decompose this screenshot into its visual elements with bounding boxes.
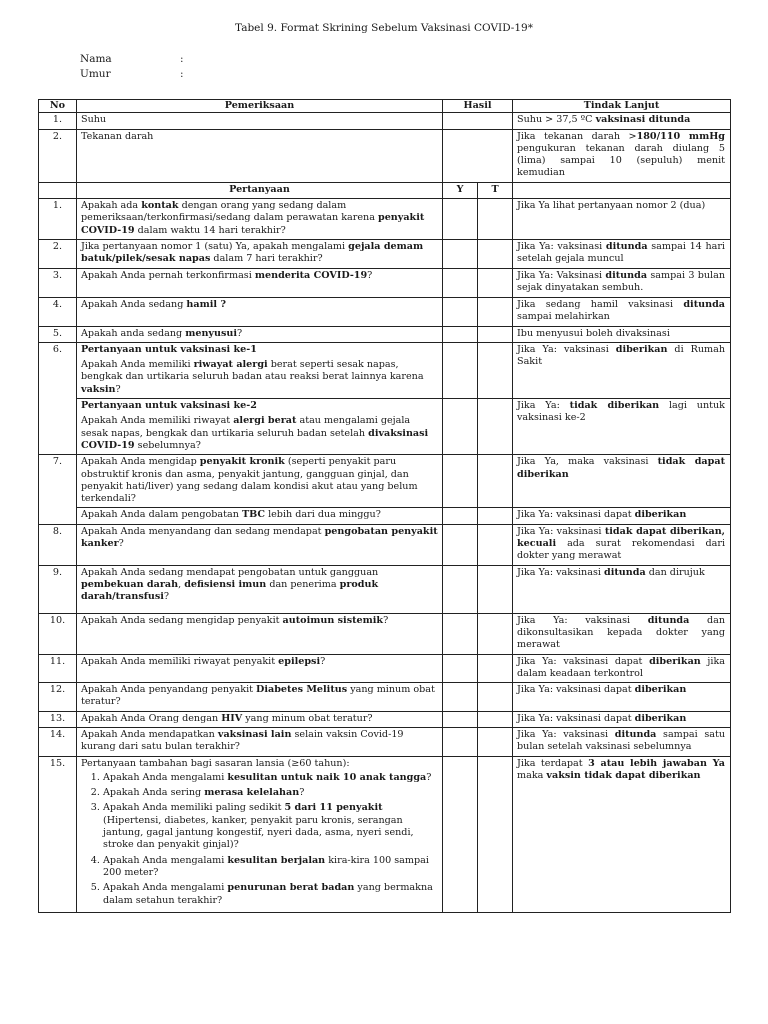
question-row — [39, 654, 731, 683]
header-tindak-lanjut: Tindak Lanjut — [513, 100, 731, 113]
list-item: 2. Apakah Anda sering merasa kelelahan? — [103, 787, 438, 799]
row-number: 2. — [39, 239, 77, 268]
answer-no-box[interactable] — [478, 654, 513, 683]
table-row — [39, 129, 731, 182]
answer-yes-box[interactable] — [443, 613, 478, 654]
question-text: Apakah Anda dalam pengobatan TBC lebih dari dua minggu? — [77, 508, 443, 524]
action-cell: Jika Ya: vaksinasi ditunda sampai 14 hari setelah gejala muncul — [513, 239, 731, 268]
question-text: Apakah Anda mengidap penyakit kronik (seperti penyakit paru obstruktif kronis dan asma, penyakit jantung, gangguan ginjal, dan penyakit hati/liver) yang sedang dalam kondisi akut atau yang belum terkendali? — [77, 455, 443, 508]
question-text: Apakah anda sedang menyusui? — [77, 326, 443, 342]
action-cell: Jika Ya: vaksinasi ditunda dan dikonsultasikan kepada dokter yang merawat — [513, 613, 731, 654]
answer-no-box[interactable] — [478, 756, 513, 912]
row-number: 2. — [39, 129, 77, 182]
question-text: Apakah Anda pernah terkonfirmasi menderita COVID-19? — [77, 268, 443, 297]
row-number: 4. — [39, 297, 77, 326]
question-row — [39, 565, 731, 613]
subheader-t: T — [478, 182, 513, 198]
row-number: 9. — [39, 565, 77, 613]
answer-yes-box[interactable] — [443, 268, 478, 297]
question-text: Apakah Anda penyandang penyakit Diabetes Melitus yang minum obat teratur? — [77, 683, 443, 712]
question-text: Pertanyaan untuk vaksinasi ke-2 Apakah Anda memiliki riwayat alergi berat atau mengalami gejala sesak napas, bengkak dan urtikaria seluruh badan setelah divaksinasi COVID-19 sebelumnya? — [77, 399, 443, 455]
field-nama-colon: : — [180, 53, 184, 65]
answer-yes-box[interactable] — [443, 342, 478, 398]
question-text: Apakah Anda menyandang dan sedang mendapat pengobatan penyakit kanker? — [77, 524, 443, 565]
answer-yes-box[interactable] — [443, 508, 478, 524]
row-number: 15. — [39, 756, 77, 912]
row-number-empty — [39, 399, 77, 455]
elderly-intro: Pertanyaan tambahan bagi sasaran lansia (≥60 tahun): — [81, 757, 350, 769]
question-row — [39, 399, 731, 455]
action-cell: Jika terdapat 3 atau lebih jawaban Ya maka vaksin tidak dapat diberikan — [513, 756, 731, 912]
elderly-question-list — [81, 772, 438, 907]
action-cell: Jika tekanan darah >180/110 mmHg pengukuran tekanan darah diulang 5 (lima) sampai 10 (sepuluh) menit kemudian — [513, 129, 731, 182]
subheader-no-empty — [39, 182, 77, 198]
table-row — [39, 113, 731, 129]
action-cell: Jika Ya: vaksinasi tidak dapat diberikan, kecuali ada surat rekomendasi dari dokter yang merawat — [513, 524, 731, 565]
answer-yes-box[interactable] — [443, 524, 478, 565]
question-row — [39, 683, 731, 712]
exam-cell: Tekanan darah — [77, 129, 443, 182]
answer-yes-box[interactable] — [443, 239, 478, 268]
action-cell: Jika Ya: vaksinasi dapat diberikan jika dalam keadaan terkontrol — [513, 654, 731, 683]
answer-yes-box[interactable] — [443, 199, 478, 240]
question-text: Jika pertanyaan nomor 1 (satu) Ya, apakah mengalami gejala demam batuk/pilek/sesak napas dalam 7 hari terakhir? — [77, 239, 443, 268]
action-cell: Jika Ya: vaksinasi ditunda dan dirujuk — [513, 565, 731, 613]
question-text: Apakah Anda Orang dengan HIV yang minum obat teratur? — [77, 711, 443, 727]
answer-no-box[interactable] — [478, 683, 513, 712]
action-cell: Jika Ya: tidak diberikan lagi untuk vaksinasi ke-2 — [513, 399, 731, 455]
row-number: 6. — [39, 342, 77, 398]
list-item: 5. Apakah Anda mengalami penurunan berat badan yang bermakna dalam setahun terakhir? — [103, 882, 438, 907]
row-number: 8. — [39, 524, 77, 565]
answer-yes-box[interactable] — [443, 565, 478, 613]
question-row — [39, 342, 731, 398]
question-text: Pertanyaan untuk vaksinasi ke-1 Apakah Anda memiliki riwayat alergi berat seperti sesak napas, bengkak dan urtikaria seluruh badan atau reaksi berat lainnya karena vaksin? — [77, 342, 443, 398]
row-number: 1. — [39, 113, 77, 129]
field-nama-label: Nama — [80, 53, 112, 65]
question-text: Apakah Anda sedang mendapat pengobatan untuk gangguan pembekuan darah, defisiensi imun dan penerima produk darah/transfusi? — [77, 565, 443, 613]
row-number: 3. — [39, 268, 77, 297]
list-item: 1. Apakah Anda mengalami kesulitan untuk naik 10 anak tangga? — [103, 772, 438, 784]
question-text — [77, 756, 443, 912]
question-row — [39, 326, 731, 342]
action-cell: Jika sedang hamil vaksinasi ditunda sampai melahirkan — [513, 297, 731, 326]
answer-yes-box[interactable] — [443, 297, 478, 326]
action-cell: Suhu > 37,5 ºC vaksinasi ditunda — [513, 113, 731, 129]
row-number: 10. — [39, 613, 77, 654]
field-umur-label: Umur — [80, 68, 111, 80]
question-row — [39, 727, 731, 756]
question-text: Apakah Anda sedang hamil ? — [77, 297, 443, 326]
row-number: 13. — [39, 711, 77, 727]
answer-no-box[interactable] — [478, 239, 513, 268]
action-cell: Jika Ya: vaksinasi dapat diberikan — [513, 683, 731, 712]
question-row — [39, 613, 731, 654]
answer-yes-box[interactable] — [443, 399, 478, 455]
header-hasil: Hasil — [443, 100, 513, 113]
question-row — [39, 524, 731, 565]
action-cell: Jika Ya: vaksinasi diberikan di Rumah Sakit — [513, 342, 731, 398]
row-number: 11. — [39, 654, 77, 683]
question-row — [39, 239, 731, 268]
field-umur-colon: : — [180, 68, 184, 80]
question-row — [39, 711, 731, 727]
field-nama — [80, 53, 184, 65]
answer-yes-box[interactable] — [443, 727, 478, 756]
answer-yes-box[interactable] — [443, 455, 478, 508]
result-cell — [443, 129, 513, 182]
answer-no-box[interactable] — [478, 199, 513, 240]
question-row — [39, 297, 731, 326]
row-number: 14. — [39, 727, 77, 756]
question-row — [39, 756, 731, 912]
row-number-empty — [39, 508, 77, 524]
action-cell: Jika Ya: vaksinasi dapat diberikan — [513, 508, 731, 524]
action-cell: Jika Ya lihat pertanyaan nomor 2 (dua) — [513, 199, 731, 240]
question-text: Apakah Anda mendapatkan vaksinasi lain selain vaksin Covid-19 kurang dari satu bulan terakhir? — [77, 727, 443, 756]
action-cell: Jika Ya: vaksinasi ditunda sampai satu bulan setelah vaksinasi sebelumnya — [513, 727, 731, 756]
answer-yes-box[interactable] — [443, 654, 478, 683]
list-item: 4. Apakah Anda mengalami kesulitan berjalan kira-kira 100 sampai 200 meter? — [103, 855, 438, 880]
row-number: 1. — [39, 199, 77, 240]
answer-yes-box[interactable] — [443, 326, 478, 342]
question-text: Apakah ada kontak dengan orang yang sedang dalam pemeriksaan/terkonfirmasi/sedang dalam perawatan karena penyakit COVID-19 dalam waktu 14 hari terakhir? — [77, 199, 443, 240]
action-cell: Jika Ya: Vaksinasi ditunda sampai 3 bulan sejak dinyatakan sembuh. — [513, 268, 731, 297]
action-cell: Ibu menyusui boleh divaksinasi — [513, 326, 731, 342]
list-item: 3. Apakah Anda memiliki paling sedikit 5 dari 11 penyakit (Hipertensi, diabetes, kanker, penyakit paru kronis, serangan jantung, gagal jantung kongestif, nyeri dada, asma, nyeri sendi, stroke dan penyakit ginjal)? — [103, 802, 438, 851]
answer-no-box[interactable] — [478, 268, 513, 297]
answer-no-box[interactable] — [478, 399, 513, 455]
screening-table — [38, 99, 731, 913]
action-cell: Jika Ya, maka vaksinasi tidak dapat diberikan — [513, 455, 731, 508]
row-number: 5. — [39, 326, 77, 342]
answer-yes-box[interactable] — [443, 756, 478, 912]
subheader-pertanyaan: Pertanyaan — [77, 182, 443, 198]
answer-no-box[interactable] — [478, 565, 513, 613]
subheader-y: Y — [443, 182, 478, 198]
header-no: No — [39, 100, 77, 113]
answer-no-box[interactable] — [478, 326, 513, 342]
row-number: 7. — [39, 455, 77, 508]
question-row — [39, 508, 731, 524]
table-header-row — [39, 100, 731, 113]
answer-no-box[interactable] — [478, 524, 513, 565]
question-text: Apakah Anda sedang mengidap penyakit autoimun sistemik? — [77, 613, 443, 654]
row-number: 12. — [39, 683, 77, 712]
question-text: Apakah Anda memiliki riwayat penyakit epilepsi? — [77, 654, 443, 683]
answer-yes-box[interactable] — [443, 683, 478, 712]
answer-no-box[interactable] — [478, 508, 513, 524]
exam-cell: Suhu — [77, 113, 443, 129]
answer-no-box[interactable] — [478, 455, 513, 508]
answer-no-box[interactable] — [478, 613, 513, 654]
header-pemeriksaan: Pemeriksaan — [77, 100, 443, 113]
question-row — [39, 199, 731, 240]
answer-no-box[interactable] — [478, 727, 513, 756]
answer-no-box[interactable] — [478, 297, 513, 326]
document-title: Tabel 9. Format Skrining Sebelum Vaksinasi COVID-19* — [235, 22, 533, 34]
answer-yes-box[interactable] — [443, 711, 478, 727]
subheader-row — [39, 182, 731, 198]
subheader-action-empty — [513, 182, 731, 198]
answer-no-box[interactable] — [478, 342, 513, 398]
action-cell: Jika Ya: vaksinasi dapat diberikan — [513, 711, 731, 727]
question-row — [39, 455, 731, 508]
answer-no-box[interactable] — [478, 711, 513, 727]
question-row — [39, 268, 731, 297]
result-cell — [443, 113, 513, 129]
field-umur — [80, 68, 184, 80]
